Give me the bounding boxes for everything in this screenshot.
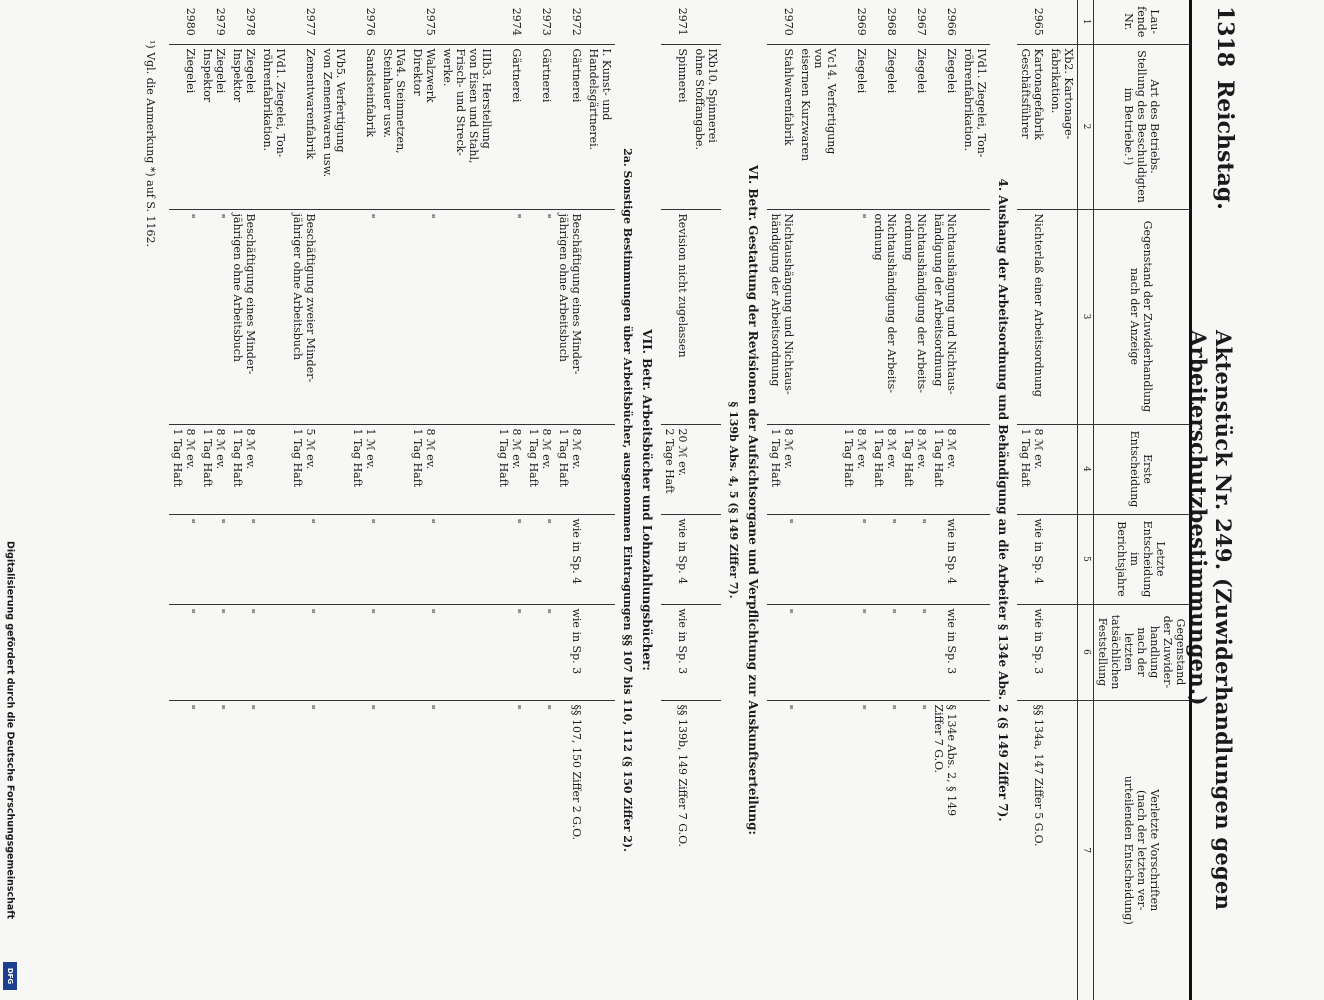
cell-erste: 1 ℳ ev. 1 Tag Haft xyxy=(349,424,379,514)
cell-erste xyxy=(960,424,990,514)
cell-erste xyxy=(691,424,721,514)
cell-vorschriften: " xyxy=(409,700,439,1000)
cell-letzte: " xyxy=(900,514,930,604)
cell-gegenstand xyxy=(691,209,721,424)
section-heading: VII. Betr. Arbeitsbücher und Lohnzahlungsbücher: xyxy=(640,329,654,671)
cell-no: 2970 xyxy=(782,7,795,36)
cell-gegenstand6: " xyxy=(199,604,229,700)
cell-betrieb: IVa4. Steinmetzen, Steinhauer usw. xyxy=(379,44,409,209)
cell-gegenstand: Beschäftigung eines Minder- jährigen ohne Arbeitsbuch xyxy=(229,209,259,424)
cell-letzte: " xyxy=(199,514,229,604)
cell-betrieb: Vc14. Verfertigung von eisernen Kurzwaren xyxy=(797,44,840,209)
cell-gegenstand6 xyxy=(379,604,409,700)
cell-no: 2976 xyxy=(364,7,377,36)
cell-erste: 8 ℳ ev. 1 Tag Haft xyxy=(555,424,585,514)
cell-vorschriften: " xyxy=(349,700,379,1000)
column-number: 3 xyxy=(1078,209,1094,424)
cell-vorschriften xyxy=(1047,700,1078,1000)
cell-gegenstand6: wie in Sp. 3 xyxy=(555,604,585,700)
cell-betrieb: Ziegelei Inspektor xyxy=(199,44,229,209)
cell-gegenstand: Nichtaushändigung der Arbeits- ordnung xyxy=(900,209,930,424)
cell-vorschriften xyxy=(960,700,990,1000)
cell-betrieb: Ziegelei xyxy=(840,44,870,209)
column-number: 7 xyxy=(1078,700,1094,1000)
footnote: ¹) Vgl. die Anmerkung *) auf S. 1162. xyxy=(144,40,157,247)
cell-vorschriften: § 134e Abs. 2, § 149 Ziffer 7 G.O. xyxy=(930,700,960,1000)
section-heading-row xyxy=(634,0,661,1000)
cell-vorschriften: " xyxy=(199,700,229,1000)
cell-letzte: " xyxy=(870,514,900,604)
table-row xyxy=(259,0,289,1000)
column-header-2: Art des Betriebs. Stellung des Beschuldigten im Betriebe.¹) xyxy=(1094,44,1191,209)
cell-gegenstand: " xyxy=(495,209,525,424)
page-number: 1318 xyxy=(1212,6,1238,68)
cell-betrieb: Stahlwarenfabrik xyxy=(767,44,797,209)
table-row xyxy=(930,0,960,1000)
publication-name: Reichstag. xyxy=(1212,80,1238,210)
cell-erste: 8 ℳ ev. 1 Tag Haft xyxy=(525,424,555,514)
cell-gegenstand6 xyxy=(1047,604,1078,700)
cell-gegenstand xyxy=(259,209,289,424)
cell-betrieb: Ziegelei xyxy=(900,44,930,209)
cell-gegenstand6 xyxy=(797,604,840,700)
column-header-1: Lau- fende Nr. xyxy=(1094,0,1191,44)
table-row xyxy=(349,0,379,1000)
column-header-3: Gegenstand der Zuwiderhandlung nach der Anzeige xyxy=(1094,209,1191,424)
cell-gegenstand6: " xyxy=(409,604,439,700)
cell-gegenstand6: " xyxy=(840,604,870,700)
cell-gegenstand6: " xyxy=(229,604,259,700)
document-page xyxy=(72,0,1252,1000)
cell-erste xyxy=(439,424,495,514)
cell-no: 2966 xyxy=(945,7,958,36)
cell-gegenstand6: wie in Sp. 3 xyxy=(930,604,960,700)
cell-no: 2973 xyxy=(540,7,553,36)
section-subheading: 2a. Sonstige Bestimmungen über Arbeitsbücher, ausgenommen Eintragungen §§ 107 bis 110, 112 (§ 150 Ziffer 2). xyxy=(621,148,634,852)
cell-no: 2969 xyxy=(855,7,868,36)
cell-erste: 8 ℳ ev. 1 Tag Haft xyxy=(495,424,525,514)
cell-letzte xyxy=(691,514,721,604)
cell-betrieb: Xb2. Kartonage- fabrikation. xyxy=(1047,44,1078,209)
cell-letzte: " xyxy=(409,514,439,604)
cell-vorschriften xyxy=(319,700,349,1000)
cell-betrieb: I. Kunst- und Handelsgärtnerei. xyxy=(585,44,615,209)
cell-gegenstand: Beschäftigung eines Minder- jährigen ohne Arbeitsbuch xyxy=(555,209,585,424)
cell-gegenstand: " xyxy=(525,209,555,424)
cell-no: 2968 xyxy=(885,7,898,36)
table-row xyxy=(495,0,525,1000)
cell-betrieb: Gärtnerei xyxy=(495,44,525,209)
cell-gegenstand6: " xyxy=(900,604,930,700)
cell-vorschriften xyxy=(691,700,721,1000)
cell-vorschriften xyxy=(379,700,409,1000)
page-header xyxy=(1186,0,1244,1000)
cell-betrieb: Sandsteinfabrik xyxy=(349,44,379,209)
cell-vorschriften xyxy=(585,700,615,1000)
column-header-6: Gegenstand der Zuwider- handlung nach der letzten tatsächlichen Feststellung xyxy=(1094,604,1191,700)
cell-gegenstand6: " xyxy=(870,604,900,700)
cell-no: 2979 xyxy=(214,7,227,36)
cell-erste: 8 ℳ ev. 1 Tag Haft xyxy=(409,424,439,514)
cell-gegenstand6 xyxy=(585,604,615,700)
cell-letzte: wie in Sp. 4 xyxy=(930,514,960,604)
cell-betrieb: Ziegelei Inspektor xyxy=(229,44,259,209)
table-row xyxy=(691,0,721,1000)
cell-erste: 8 ℳ ev. 1 Tag Haft xyxy=(199,424,229,514)
cell-erste: 8 ℳ ev. 1 Tag Haft xyxy=(767,424,797,514)
cell-no xyxy=(259,0,289,44)
section-subheading-row xyxy=(721,0,740,1000)
cell-vorschriften: " xyxy=(289,700,319,1000)
cell-no: 2967 xyxy=(915,7,928,36)
cell-letzte: " xyxy=(495,514,525,604)
cell-vorschriften: " xyxy=(495,700,525,1000)
cell-gegenstand xyxy=(319,209,349,424)
cell-vorschriften: " xyxy=(169,700,199,1000)
cell-gegenstand: Beschäftigung zweier Minder- jähriger ohne Arbeitsbuch xyxy=(289,209,319,424)
cell-erste xyxy=(797,424,840,514)
cell-betrieb: Gärtnerei xyxy=(555,44,585,209)
cell-erste: 8 ℳ ev. 1 Tag Haft xyxy=(840,424,870,514)
cell-erste xyxy=(585,424,615,514)
cell-betrieb: Walzwerk Direktor xyxy=(409,44,439,209)
cell-erste: 8 ℳ ev. 1 Tag Haft xyxy=(870,424,900,514)
cell-no: 2980 xyxy=(184,7,197,36)
cell-letzte: " xyxy=(289,514,319,604)
cell-letzte: " xyxy=(169,514,199,604)
cell-letzte xyxy=(379,514,409,604)
table-row xyxy=(525,0,555,1000)
cell-letzte xyxy=(439,514,495,604)
cell-vorschriften xyxy=(259,700,289,1000)
cell-gegenstand xyxy=(797,209,840,424)
cell-erste xyxy=(379,424,409,514)
cell-letzte: wie in Sp. 4 xyxy=(555,514,585,604)
table-row xyxy=(1017,0,1047,1000)
cell-letzte: " xyxy=(525,514,555,604)
cell-no: 2971 xyxy=(676,7,689,36)
column-header-7: Verletzte Vorschriften (nach der letzten ver- urteilenden Entscheidung) xyxy=(1094,700,1191,1000)
cell-erste: 8 ℳ ev. 1 Tag Haft xyxy=(169,424,199,514)
cell-no xyxy=(585,0,615,44)
cell-betrieb: Zementwarenfabrik xyxy=(289,44,319,209)
table-row xyxy=(767,0,797,1000)
cell-vorschriften: " xyxy=(767,700,797,1000)
cell-betrieb: IVd1. Ziegelei, Ton- röhrenfabrikation. xyxy=(259,44,289,209)
cell-gegenstand6 xyxy=(691,604,721,700)
cell-gegenstand: Nichterlaß einer Arbeitsordnung xyxy=(1017,209,1047,424)
column-header-4: Erste Entscheidung xyxy=(1094,424,1191,514)
column-number: 5 xyxy=(1078,514,1094,604)
cell-vorschriften: " xyxy=(870,700,900,1000)
table-row xyxy=(840,0,870,1000)
cell-letzte: " xyxy=(840,514,870,604)
table-row xyxy=(379,0,409,1000)
cell-gegenstand6: " xyxy=(289,604,319,700)
cell-erste: 5 ℳ ev. 1 Tag Haft xyxy=(289,424,319,514)
section-subheading: § 139b Abs. 4, 5 (§ 149 Ziffer 7). xyxy=(727,401,740,599)
cell-erste: 20 ℳ ev. 2 Tage Haft xyxy=(661,424,691,514)
cell-gegenstand6: wie in Sp. 3 xyxy=(661,604,691,700)
column-number: 2 xyxy=(1078,44,1094,209)
table-row xyxy=(229,0,259,1000)
cell-no: 2975 xyxy=(424,7,437,36)
cell-gegenstand: Revision nicht zugelassen xyxy=(661,209,691,424)
table-row xyxy=(870,0,900,1000)
cell-no xyxy=(960,0,990,44)
cell-erste xyxy=(319,424,349,514)
table-row xyxy=(1047,0,1078,1000)
cell-letzte: wie in Sp. 4 xyxy=(661,514,691,604)
cell-no xyxy=(691,0,721,44)
cell-letzte: " xyxy=(767,514,797,604)
cell-vorschriften: " xyxy=(229,700,259,1000)
cell-betrieb: IVb5. Verfertigung von Zementwaren usw. xyxy=(319,44,349,209)
cell-letzte xyxy=(1047,514,1078,604)
table-body xyxy=(169,0,1094,1000)
cell-vorschriften: §§ 134a, 147 Ziffer 5 G.O. xyxy=(1017,700,1047,1000)
cell-no xyxy=(379,0,409,44)
cell-no xyxy=(1047,0,1078,44)
table-row xyxy=(289,0,319,1000)
section-heading: VI. Betr. Gestattung der Revisionen der Aufsichtsorgane und Verpflichtung zur Auskunftserteilung: xyxy=(746,165,760,835)
cell-vorschriften: §§ 107, 150 Ziffer 2 G.O. xyxy=(555,700,585,1000)
cell-gegenstand: " xyxy=(169,209,199,424)
cell-betrieb: IXb10. Spinnerei ohne Stoffangabe. xyxy=(691,44,721,209)
cell-betrieb: Spinnerei xyxy=(661,44,691,209)
cell-betrieb: Ziegelei xyxy=(930,44,960,209)
cell-gegenstand xyxy=(585,209,615,424)
cell-betrieb: Kartonagefabrik Geschäftsführer xyxy=(1017,44,1047,209)
cell-letzte: " xyxy=(229,514,259,604)
cell-erste xyxy=(1047,424,1078,514)
cell-gegenstand: " xyxy=(840,209,870,424)
cell-erste: 8 ℳ ev. 1 Tag Haft xyxy=(930,424,960,514)
cell-gegenstand6: " xyxy=(169,604,199,700)
violations-table xyxy=(169,0,1192,1000)
cell-gegenstand: " xyxy=(199,209,229,424)
cell-betrieb: IIIb3. Herstellung von Eisen und Stahl, Frisch- und Streck- werke. xyxy=(439,44,495,209)
table-row xyxy=(661,0,691,1000)
cell-letzte: wie in Sp. 4 xyxy=(1017,514,1047,604)
column-number-row xyxy=(1078,0,1094,1000)
cell-gegenstand6 xyxy=(319,604,349,700)
cell-gegenstand: Nichtaushändigung der Arbeits- ordnung xyxy=(870,209,900,424)
cell-no xyxy=(797,0,840,44)
cell-vorschriften xyxy=(797,700,840,1000)
cell-letzte xyxy=(797,514,840,604)
cell-no: 2978 xyxy=(244,7,257,36)
table-row xyxy=(439,0,495,1000)
cell-gegenstand: Nichtaushängung und Nichtaus- händigung der Arbeitsordnung xyxy=(767,209,797,424)
cell-letzte xyxy=(259,514,289,604)
column-number: 4 xyxy=(1078,424,1094,514)
column-header-5: Letzte Entscheidung im Berichtsjahre xyxy=(1094,514,1191,604)
cell-no: 2965 xyxy=(1032,7,1045,36)
cell-vorschriften: " xyxy=(840,700,870,1000)
cell-letzte: " xyxy=(349,514,379,604)
cell-letzte xyxy=(585,514,615,604)
cell-gegenstand6: " xyxy=(495,604,525,700)
cell-gegenstand: Nichtaushängung und Nichtaus- händigung der Arbeitsordnung xyxy=(930,209,960,424)
table-row xyxy=(409,0,439,1000)
cell-vorschriften xyxy=(439,700,495,1000)
cell-gegenstand xyxy=(1047,209,1078,424)
cell-letzte xyxy=(960,514,990,604)
section-subheading-row xyxy=(615,0,634,1000)
table-row xyxy=(169,0,199,1000)
cell-gegenstand6: " xyxy=(349,604,379,700)
cell-betrieb: IVd1. Ziegelei, Ton- röhrenfabrikation. xyxy=(960,44,990,209)
cell-gegenstand: " xyxy=(349,209,379,424)
cell-betrieb: Ziegelei xyxy=(870,44,900,209)
document-title: Aktenstück Nr. 249. (Zuwiderhandlungen gegen Arbeiterschutzbestimmungen.) xyxy=(1186,330,1236,911)
cell-gegenstand6: " xyxy=(767,604,797,700)
cell-gegenstand xyxy=(379,209,409,424)
table-row xyxy=(199,0,229,1000)
cell-gegenstand6 xyxy=(960,604,990,700)
cell-erste xyxy=(259,424,289,514)
section-heading-row xyxy=(990,0,1017,1000)
cell-no xyxy=(319,0,349,44)
cell-vorschriften: " xyxy=(900,700,930,1000)
cell-erste: 8 ℳ ev. 1 Tag Haft xyxy=(1017,424,1047,514)
section-heading: 4. Aushang der Arbeitsordnung und Behändigung an die Arbeiter § 134e Abs. 2 (§ 149 Ziffer 7). xyxy=(996,178,1010,822)
table-row xyxy=(555,0,585,1000)
cell-no: 2974 xyxy=(510,7,523,36)
column-number: 1 xyxy=(1078,0,1094,44)
cell-betrieb: Ziegelei xyxy=(169,44,199,209)
cell-betrieb: Gärtnerei xyxy=(525,44,555,209)
column-number: 6 xyxy=(1078,604,1094,700)
section-heading-row xyxy=(740,0,767,1000)
cell-gegenstand6: wie in Sp. 3 xyxy=(1017,604,1047,700)
cell-gegenstand6 xyxy=(439,604,495,700)
cell-no: 2977 xyxy=(304,7,317,36)
cell-erste: 8 ℳ ev. 1 Tag Haft xyxy=(229,424,259,514)
cell-no xyxy=(439,0,495,44)
cell-gegenstand: " xyxy=(409,209,439,424)
table-row xyxy=(797,0,840,1000)
table-row xyxy=(585,0,615,1000)
cell-gegenstand6 xyxy=(259,604,289,700)
cell-vorschriften: §§ 139b, 149 Ziffer 7 G.O. xyxy=(661,700,691,1000)
dfg-logo: DFG xyxy=(3,962,17,990)
table-row xyxy=(319,0,349,1000)
cell-vorschriften: " xyxy=(525,700,555,1000)
cell-gegenstand xyxy=(960,209,990,424)
cell-gegenstand xyxy=(439,209,495,424)
cell-gegenstand6: " xyxy=(525,604,555,700)
table-row xyxy=(900,0,930,1000)
cell-no: 2972 xyxy=(570,7,583,36)
table-row xyxy=(960,0,990,1000)
cell-letzte xyxy=(319,514,349,604)
cell-erste: 8 ℳ ev. 1 Tag Haft xyxy=(900,424,930,514)
digitization-credit: Digitalisierung gefördert durch die Deutsche Forschungsgemeinschaft xyxy=(4,541,16,919)
column-headers xyxy=(1094,0,1191,1000)
